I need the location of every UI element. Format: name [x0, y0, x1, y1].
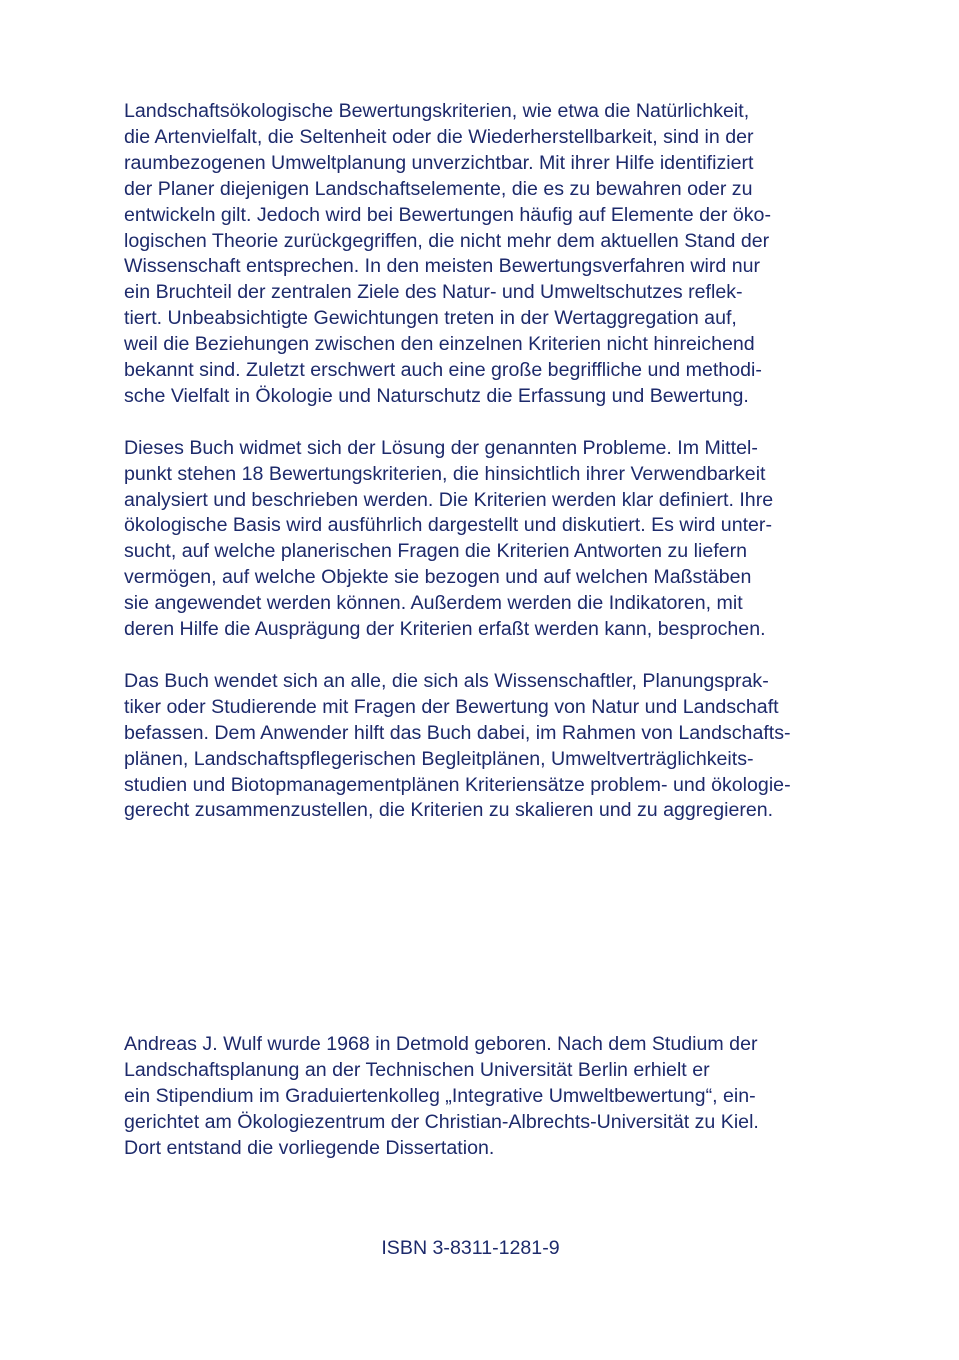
text-line: gerecht zusammenzustellen, die Kriterien zu skalieren und zu aggregieren. [124, 799, 774, 822]
text-line: ein Stipendium im Graduiertenkolleg „Integrative Umweltbewertung“, ein- [124, 1084, 756, 1107]
text-line: Dort entstand die vorliegende Dissertation. [124, 1136, 495, 1159]
text-line: analysiert und beschrieben werden. Die Kriterien werden klar definiert. Ihre [124, 488, 774, 511]
text-line: sche Vielfalt in Ökologie und Naturschutz die Erfassung und Bewertung. [124, 384, 749, 407]
text-line: tiker oder Studierende mit Fragen der Bewertung von Natur und Landschaft [124, 695, 779, 718]
text-line: Das Buch wendet sich an alle, die sich als Wissenschaftler, Planungsprak- [124, 669, 769, 692]
text-line: Andreas J. Wulf wurde 1968 in Detmold geboren. Nach dem Studium der [124, 1033, 758, 1055]
text-line: Dieses Buch widmet sich der Lösung der genannten Probleme. Im Mittel- [124, 436, 758, 459]
text-line: raumbezogenen Umweltplanung unverzichtbar. Mit ihrer Hilfe identifiziert [124, 151, 754, 174]
text-line: gerichtet am Ökologiezentrum der Christian-Albrechts-Universität zu Kiel. [124, 1110, 759, 1133]
text-line: sie angewendet werden können. Außerdem werden die Indikatoren, mit [124, 592, 743, 615]
text-line: entwickeln gilt. Jedoch wird bei Bewertungen häufig auf Elemente der öko- [124, 203, 771, 226]
blurb-paragraph-3 [124, 669, 854, 824]
blurb-paragraph-1 [124, 99, 854, 410]
text-line: deren Hilfe die Ausprägung der Kriterien erfaßt werden kann, besprochen. [124, 618, 766, 641]
text-line: bekannt sind. Zuletzt erschwert auch eine große begriffliche und methodi- [124, 359, 762, 382]
text-line: plänen, Landschaftspflegerischen Begleitplänen, Umweltverträglichkeits- [124, 747, 754, 770]
text-line: tiert. Unbeabsichtigte Gewichtungen treten in der Wertaggregation auf, [124, 307, 737, 330]
text-line: befassen. Dem Anwender hilft das Buch dabei, im Rahmen von Landschafts- [124, 721, 791, 744]
text-line: vermögen, auf welche Objekte sie bezogen und auf welchen Maßstäben [124, 566, 752, 589]
text-line: Landschaftsplanung an der Technischen Universität Berlin erhielt er [124, 1058, 710, 1081]
text-line: logischen Theorie zurückgegriffen, die nicht mehr dem aktuellen Stand der [124, 229, 770, 252]
text-line: sucht, auf welche planerischen Fragen die Kriterien Antworten zu liefern [124, 540, 747, 563]
isbn-text: ISBN 3-8311-1281-9 [381, 1237, 560, 1259]
paragraph-spacer [124, 643, 854, 669]
text-line: die Artenvielfalt, die Seltenheit oder die Wiederherstellbarkeit, sind in der [124, 125, 754, 148]
blurb-text [124, 99, 854, 824]
text-line: punkt stehen 18 Bewertungskriterien, die hinsichtlich ihrer Verwendbarkeit [124, 462, 766, 485]
text-line: Landschaftsökologische Bewertungskriterien, wie etwa die Natürlichkeit, [124, 100, 750, 122]
paragraph-spacer [124, 410, 854, 436]
text-line: Wissenschaft entsprechen. In den meisten Bewertungsverfahren wird nur [124, 255, 761, 278]
text-line: studien und Biotopmanagementplänen Kriteriensätze problem- und ökologie- [124, 773, 791, 796]
author-bio [124, 1032, 854, 1162]
text-line: weil die Beziehungen zwischen den einzelnen Kriterien nicht hinreichend [124, 333, 755, 356]
blurb-paragraph-2 [124, 436, 854, 643]
text-line: der Planer diejenigen Landschaftselemente, die es zu bewahren oder zu [124, 177, 753, 200]
text-line: ein Bruchteil der zentralen Ziele des Natur- und Umweltschutzes reflek- [124, 281, 743, 304]
isbn-line [0, 1236, 959, 1262]
text-line: ökologische Basis wird ausführlich dargestellt und diskutiert. Es wird unter- [124, 514, 772, 537]
